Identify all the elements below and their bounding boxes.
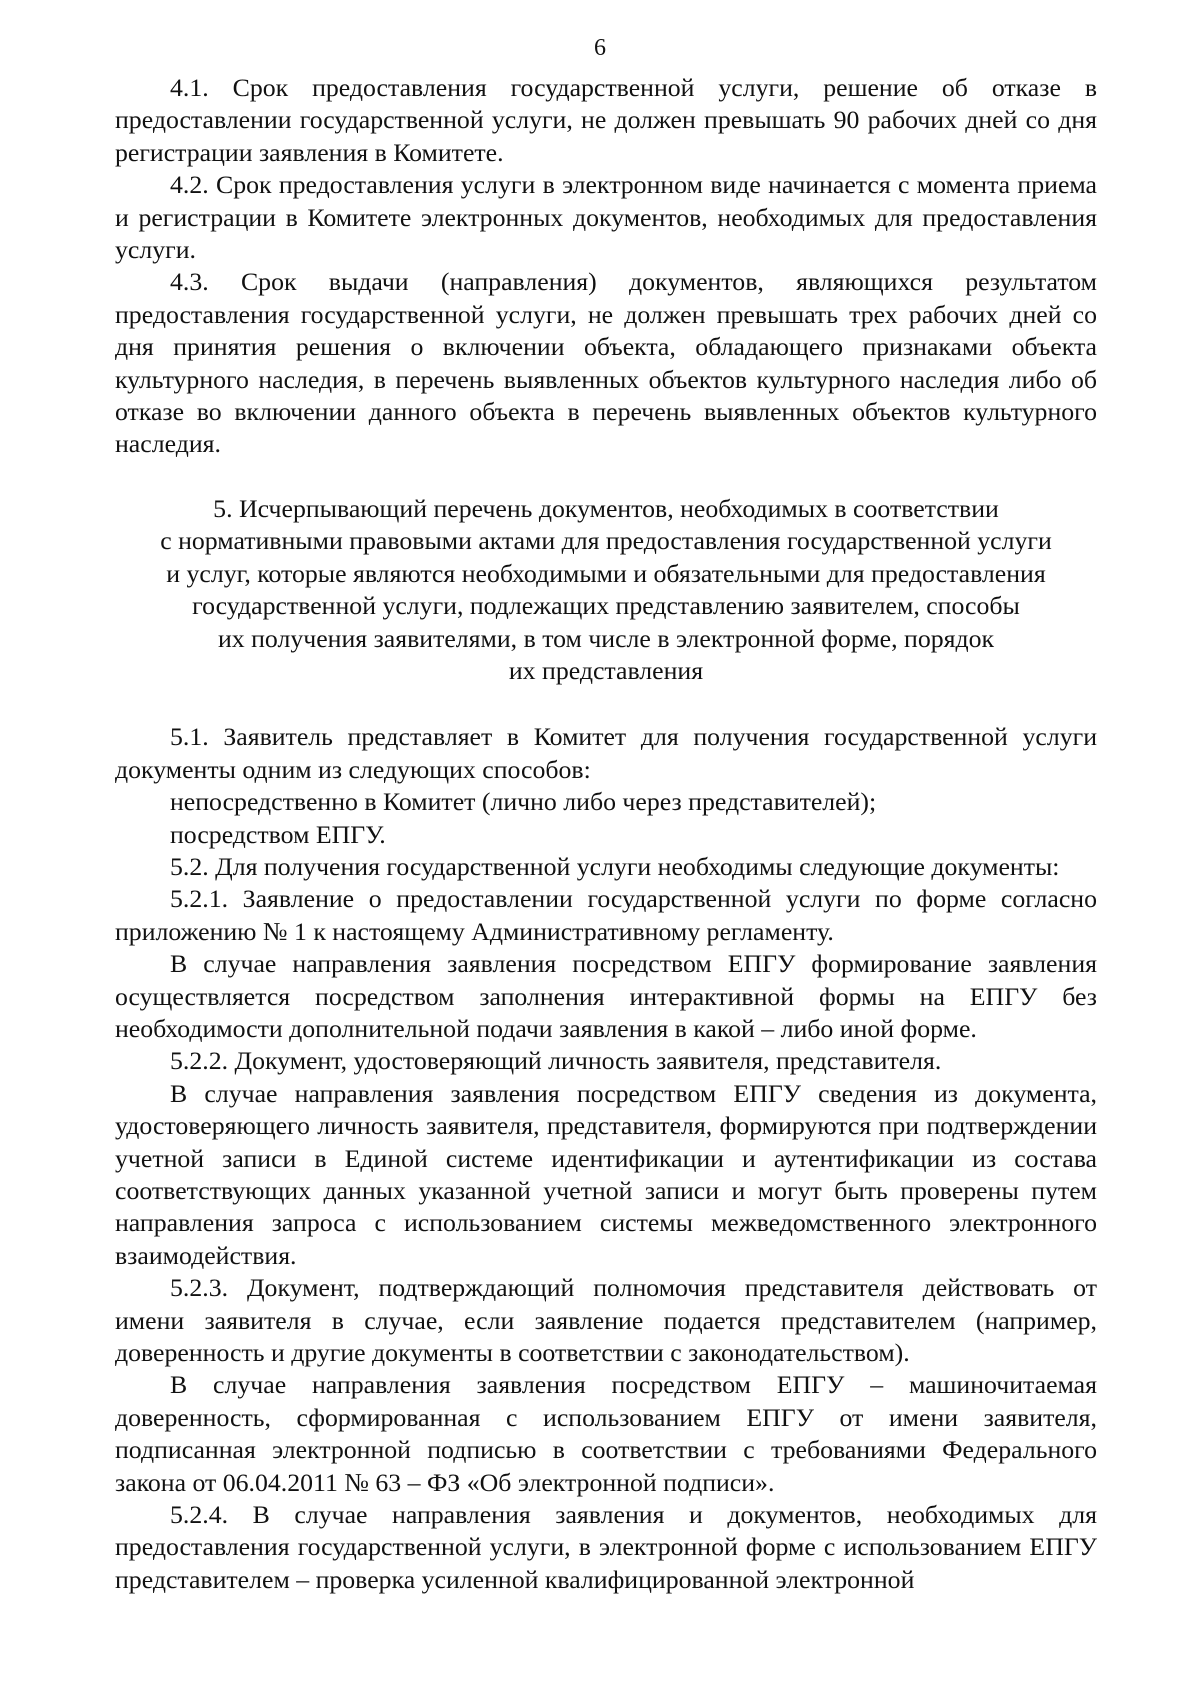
paragraph-4-1: 4.1. Срок предоставления государственной услуги, решение об отказе в предоставлении государственной услуги, не должен превышать 90 рабочих дней со дня регистрации заявления в Комитете. xyxy=(115,73,1097,167)
list-item-epgu: посредством ЕПГУ. xyxy=(170,819,386,849)
document-body xyxy=(115,72,1097,1596)
heading-line: их получения заявителями, в том числе в электронной форме, порядок xyxy=(217,623,995,653)
paragraph-4-3: 4.3. Срок выдачи (направления) документов, являющихся результатом предоставления государственной услуги, не должен превышать трех рабочих дней со дня принятия решения о включении объекта, обладающего признаками объекта культурного наследия, в перечень выявленных объектов культурного наследия либо об отказе во включении данного объекта в перечень выявленных объектов культурного наследия. xyxy=(115,267,1097,459)
paragraph-epgu-power-of-attorney: В случае направления заявления посредством ЕПГУ – машиночитаемая доверенность, сформированная с использованием ЕПГУ от имени заявителя, подписанная электронной подписью в соответствии с требованиями Федерального закона от 06.04.2011 № 63 – ФЗ «Об электронной подписи». xyxy=(115,1370,1097,1497)
paragraph-5-1: 5.1. Заявитель представляет в Комитет для получения государственной услуги документы одним из следующих способов: xyxy=(115,722,1097,784)
paragraph-4-2: 4.2. Срок предоставления услуги в электронном виде начинается с момента приема и регистрации в Комитете электронных документов, необходимых для предоставления услуги. xyxy=(115,170,1097,265)
paragraph-5-2: 5.2. Для получения государственной услуги необходимы следующие документы: xyxy=(170,851,1060,881)
paragraph-5-2-1: 5.2.1. Заявление о предоставлении государственной услуги по форме согласно приложению № 1 к настоящему Административному регламенту. xyxy=(115,884,1097,946)
paragraph-5-2-4: 5.2.4. В случае направления заявления и документов, необходимых для предоставления государственной услуги, в электронной форме с использованием ЕПГУ представителем – проверка усиленной квалифицированной электронной xyxy=(115,1500,1097,1594)
list-item-directly: непосредственно в Комитет (лично либо через представителей); xyxy=(170,787,877,817)
page-number: 6 xyxy=(594,35,606,61)
heading-line: государственной услуги, подлежащих представлению заявителем, способы xyxy=(192,591,1020,621)
section-5-heading xyxy=(115,493,1097,687)
paragraph-epgu-identity: В случае направления заявления посредством ЕПГУ сведения из документа, удостоверяющего личность заявителя, представителя, формируются при подтверждении учетной записи в Единой системе идентификации и аутентификации из состава соответствующих данных указанной учетной записи и могут быть проверены путем направления запроса с использованием системы межведомственного электронного взаимодействия. xyxy=(115,1078,1097,1270)
paragraph-epgu-application: В случае направления заявления посредством ЕПГУ формирование заявления осуществляется посредством заполнения интерактивной формы на ЕПГУ без необходимости дополнительной подачи заявления в какой – либо иной форме. xyxy=(115,949,1097,1043)
paragraph-5-2-2: 5.2.2. Документ, удостоверяющий личность заявителя, представителя. xyxy=(170,1046,942,1076)
heading-line: 5. Исчерпывающий перечень документов, необходимых в соответствии xyxy=(213,493,999,523)
heading-line: и услуг, которые являются необходимыми и обязательными для предоставления xyxy=(166,558,1046,588)
heading-line: их представления xyxy=(508,655,704,685)
paragraph-5-2-3: 5.2.3. Документ, подтверждающий полномочия представителя действовать от имени заявителя в случае, если заявление подается представителем (например, доверенность и другие документы в соответствии с законодательством). xyxy=(115,1273,1097,1368)
heading-line: с нормативными правовыми актами для предоставления государственной услуги xyxy=(160,526,1052,556)
